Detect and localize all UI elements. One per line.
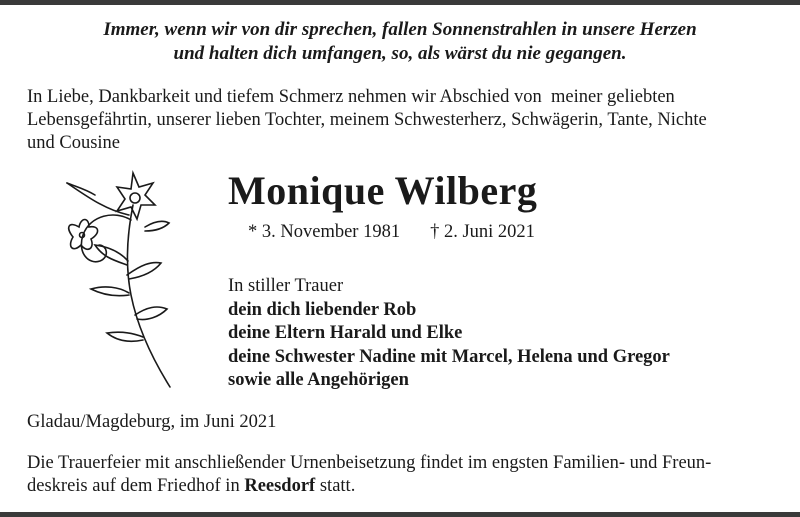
motto-line-2: und halten dich umfangen, so, als wärst du nie gegangen. (173, 43, 627, 64)
mourner-line: deine Eltern Harald und Elke (228, 323, 463, 343)
intro-text (27, 86, 775, 155)
mourners-list (228, 275, 670, 393)
death-date: † 2. Juni 2021 (430, 222, 535, 242)
mourner-line: sowie alle Angehörigen (228, 370, 409, 390)
funeral-info (27, 452, 777, 498)
life-dates (248, 220, 535, 244)
bottom-border (0, 512, 800, 517)
place-and-date: Gladau/Magdeburg, im Juni 2021 (27, 412, 277, 432)
funeral-text-end: statt. (315, 476, 356, 496)
funeral-location: Reesdorf (244, 476, 316, 496)
intro-line-1: In Liebe, Dankbarkeit und tiefem Schmerz nehmen wir Abschied von meiner geliebten (27, 87, 675, 107)
mourner-line: deine Schwester Nadine mit Marcel, Helena und Gregor (228, 346, 670, 367)
funeral-line-2 (27, 475, 777, 498)
top-border (0, 0, 800, 5)
flower-icon (55, 165, 180, 390)
motto-line-1: Immer, wenn wir von dir sprechen, fallen Sonnenstrahlen in unsere Herzen (103, 19, 697, 40)
intro-line-2: Lebensgefährtin, unserer lieben Tochter, meinem Schwesterherz, Schwägerin, Tante, Nichte (27, 110, 707, 130)
intro-line-3: und Cousine (27, 133, 121, 153)
funeral-text: deskreis auf dem Friedhof in (27, 476, 245, 496)
deceased-name: Monique Wilberg (228, 168, 538, 213)
motto (0, 18, 800, 66)
mourner-line: dein dich liebender Rob (228, 299, 417, 320)
funeral-line-1: Die Trauerfeier mit anschließender Urnenbeisetzung findet im engsten Familien- und Freun- (27, 453, 712, 473)
mourners-heading: In stiller Trauer (228, 276, 344, 296)
birth-date: * 3. November 1981 (248, 222, 401, 242)
